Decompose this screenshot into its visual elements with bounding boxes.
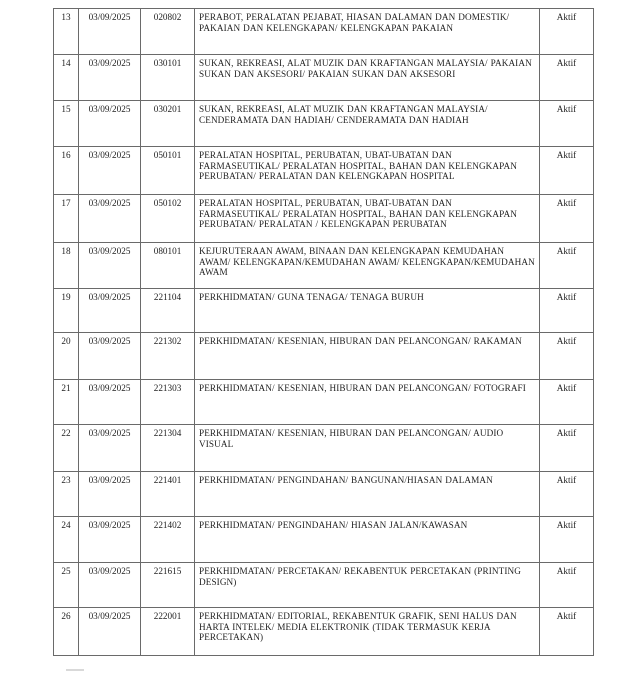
description-cell: PERALATAN HOSPITAL, PERUBATAN, UBAT-UBATAN DAN FARMASEUTIKAL/ PERALATAN HOSPITAL, BAHAN DAN KELENGKAPAN PERUBATAN/ PERALATAN / KELENGKAPAN PERUBATAN — [195, 195, 540, 243]
table-row — [54, 289, 594, 333]
row-number: 26 — [54, 608, 79, 656]
code-cell: 080101 — [141, 243, 195, 289]
table-row — [54, 147, 594, 195]
table-row — [54, 608, 594, 656]
date-cell: 03/09/2025 — [79, 425, 141, 472]
status-cell: Aktif — [540, 472, 594, 517]
status-cell: Aktif — [540, 608, 594, 656]
description-cell: PERKHIDMATAN/ KESENIAN, HIBURAN DAN PELANCONGAN/ RAKAMAN — [195, 333, 540, 380]
row-number: 16 — [54, 147, 79, 195]
row-number: 24 — [54, 517, 79, 563]
description-cell: PERKHIDMATAN/ KESENIAN, HIBURAN DAN PELANCONGAN/ AUDIO VISUAL — [195, 425, 540, 472]
status-cell: Aktif — [540, 195, 594, 243]
code-cell: 050101 — [141, 147, 195, 195]
row-number: 17 — [54, 195, 79, 243]
table-row — [54, 9, 594, 55]
code-cell: 221104 — [141, 289, 195, 333]
code-cell: 221402 — [141, 517, 195, 563]
status-cell: Aktif — [540, 101, 594, 147]
page-footer-mark — [66, 669, 84, 671]
description-cell: PERKHIDMATAN/ PERCETAKAN/ REKABENTUK PERCETAKAN (PRINTING DESIGN) — [195, 563, 540, 608]
date-cell: 03/09/2025 — [79, 517, 141, 563]
date-cell: 03/09/2025 — [79, 9, 141, 55]
code-cell: 030101 — [141, 55, 195, 101]
row-number: 13 — [54, 9, 79, 55]
code-cell: 221615 — [141, 563, 195, 608]
description-cell: PERKHIDMATAN/ GUNA TENAGA/ TENAGA BURUH — [195, 289, 540, 333]
status-cell: Aktif — [540, 380, 594, 425]
status-cell: Aktif — [540, 563, 594, 608]
status-cell: Aktif — [540, 55, 594, 101]
registration-table — [53, 8, 594, 656]
description-cell: KEJURUTERAAN AWAM, BINAAN DAN KELENGKAPAN KEMUDAHAN AWAM/ KELENGKAPAN/KEMUDAHAN AWAM/ KELENGKAPAN/KEMUDAHAN AWAM — [195, 243, 540, 289]
code-cell: 221401 — [141, 472, 195, 517]
table-row — [54, 380, 594, 425]
date-cell: 03/09/2025 — [79, 563, 141, 608]
table-row — [54, 425, 594, 472]
date-cell: 03/09/2025 — [79, 289, 141, 333]
table-row — [54, 517, 594, 563]
row-number: 18 — [54, 243, 79, 289]
row-number: 22 — [54, 425, 79, 472]
table-row — [54, 55, 594, 101]
row-number: 21 — [54, 380, 79, 425]
date-cell: 03/09/2025 — [79, 195, 141, 243]
status-cell: Aktif — [540, 147, 594, 195]
description-cell: SUKAN, REKREASI, ALAT MUZIK DAN KRAFTANGAN MALAYSIA/ CENDERAMATA DAN HADIAH/ CENDERAMATA DAN HADIAH — [195, 101, 540, 147]
description-cell: PERKHIDMATAN/ EDITORIAL, REKABENTUK GRAFIK, SENI HALUS DAN HARTA INTELEK/ MEDIA ELEKTRONIK (TIDAK TERMASUK KERJA PERCETAKAN) — [195, 608, 540, 656]
row-number: 15 — [54, 101, 79, 147]
date-cell: 03/09/2025 — [79, 472, 141, 517]
date-cell: 03/09/2025 — [79, 380, 141, 425]
table-row — [54, 101, 594, 147]
code-cell: 222001 — [141, 608, 195, 656]
description-cell: PERKHIDMATAN/ PENGINDAHAN/ BANGUNAN/HIASAN DALAMAN — [195, 472, 540, 517]
date-cell: 03/09/2025 — [79, 333, 141, 380]
description-cell: SUKAN, REKREASI, ALAT MUZIK DAN KRAFTANGAN MALAYSIA/ PAKAIAN SUKAN DAN AKSESORI/ PAKAIAN SUKAN DAN AKSESORI — [195, 55, 540, 101]
row-number: 14 — [54, 55, 79, 101]
date-cell: 03/09/2025 — [79, 101, 141, 147]
table-row — [54, 472, 594, 517]
status-cell: Aktif — [540, 517, 594, 563]
table-row — [54, 563, 594, 608]
code-cell: 221302 — [141, 333, 195, 380]
description-cell: PERKHIDMATAN/ PENGINDAHAN/ HIASAN JALAN/KAWASAN — [195, 517, 540, 563]
table-row — [54, 243, 594, 289]
date-cell: 03/09/2025 — [79, 55, 141, 101]
status-cell: Aktif — [540, 9, 594, 55]
code-cell: 221303 — [141, 380, 195, 425]
row-number: 25 — [54, 563, 79, 608]
description-cell: PERABOT, PERALATAN PEJABAT, HIASAN DALAMAN DAN DOMESTIK/ PAKAIAN DAN KELENGKAPAN/ KELENGKAPAN PAKAIAN — [195, 9, 540, 55]
code-cell: 050102 — [141, 195, 195, 243]
code-cell: 020802 — [141, 9, 195, 55]
description-cell: PERKHIDMATAN/ KESENIAN, HIBURAN DAN PELANCONGAN/ FOTOGRAFI — [195, 380, 540, 425]
row-number: 19 — [54, 289, 79, 333]
row-number: 23 — [54, 472, 79, 517]
status-cell: Aktif — [540, 333, 594, 380]
code-cell: 221304 — [141, 425, 195, 472]
status-cell: Aktif — [540, 289, 594, 333]
code-cell: 030201 — [141, 101, 195, 147]
status-cell: Aktif — [540, 425, 594, 472]
description-cell: PERALATAN HOSPITAL, PERUBATAN, UBAT-UBATAN DAN FARMASEUTIKAL/ PERALATAN HOSPITAL, BAHAN DAN KELENGKAPAN PERUBATAN/ PERALATAN DAN KELENGKAPAN HOSPITAL — [195, 147, 540, 195]
table-row — [54, 333, 594, 380]
table-body — [54, 9, 594, 656]
date-cell: 03/09/2025 — [79, 147, 141, 195]
date-cell: 03/09/2025 — [79, 608, 141, 656]
date-cell: 03/09/2025 — [79, 243, 141, 289]
table-row — [54, 195, 594, 243]
status-cell: Aktif — [540, 243, 594, 289]
row-number: 20 — [54, 333, 79, 380]
